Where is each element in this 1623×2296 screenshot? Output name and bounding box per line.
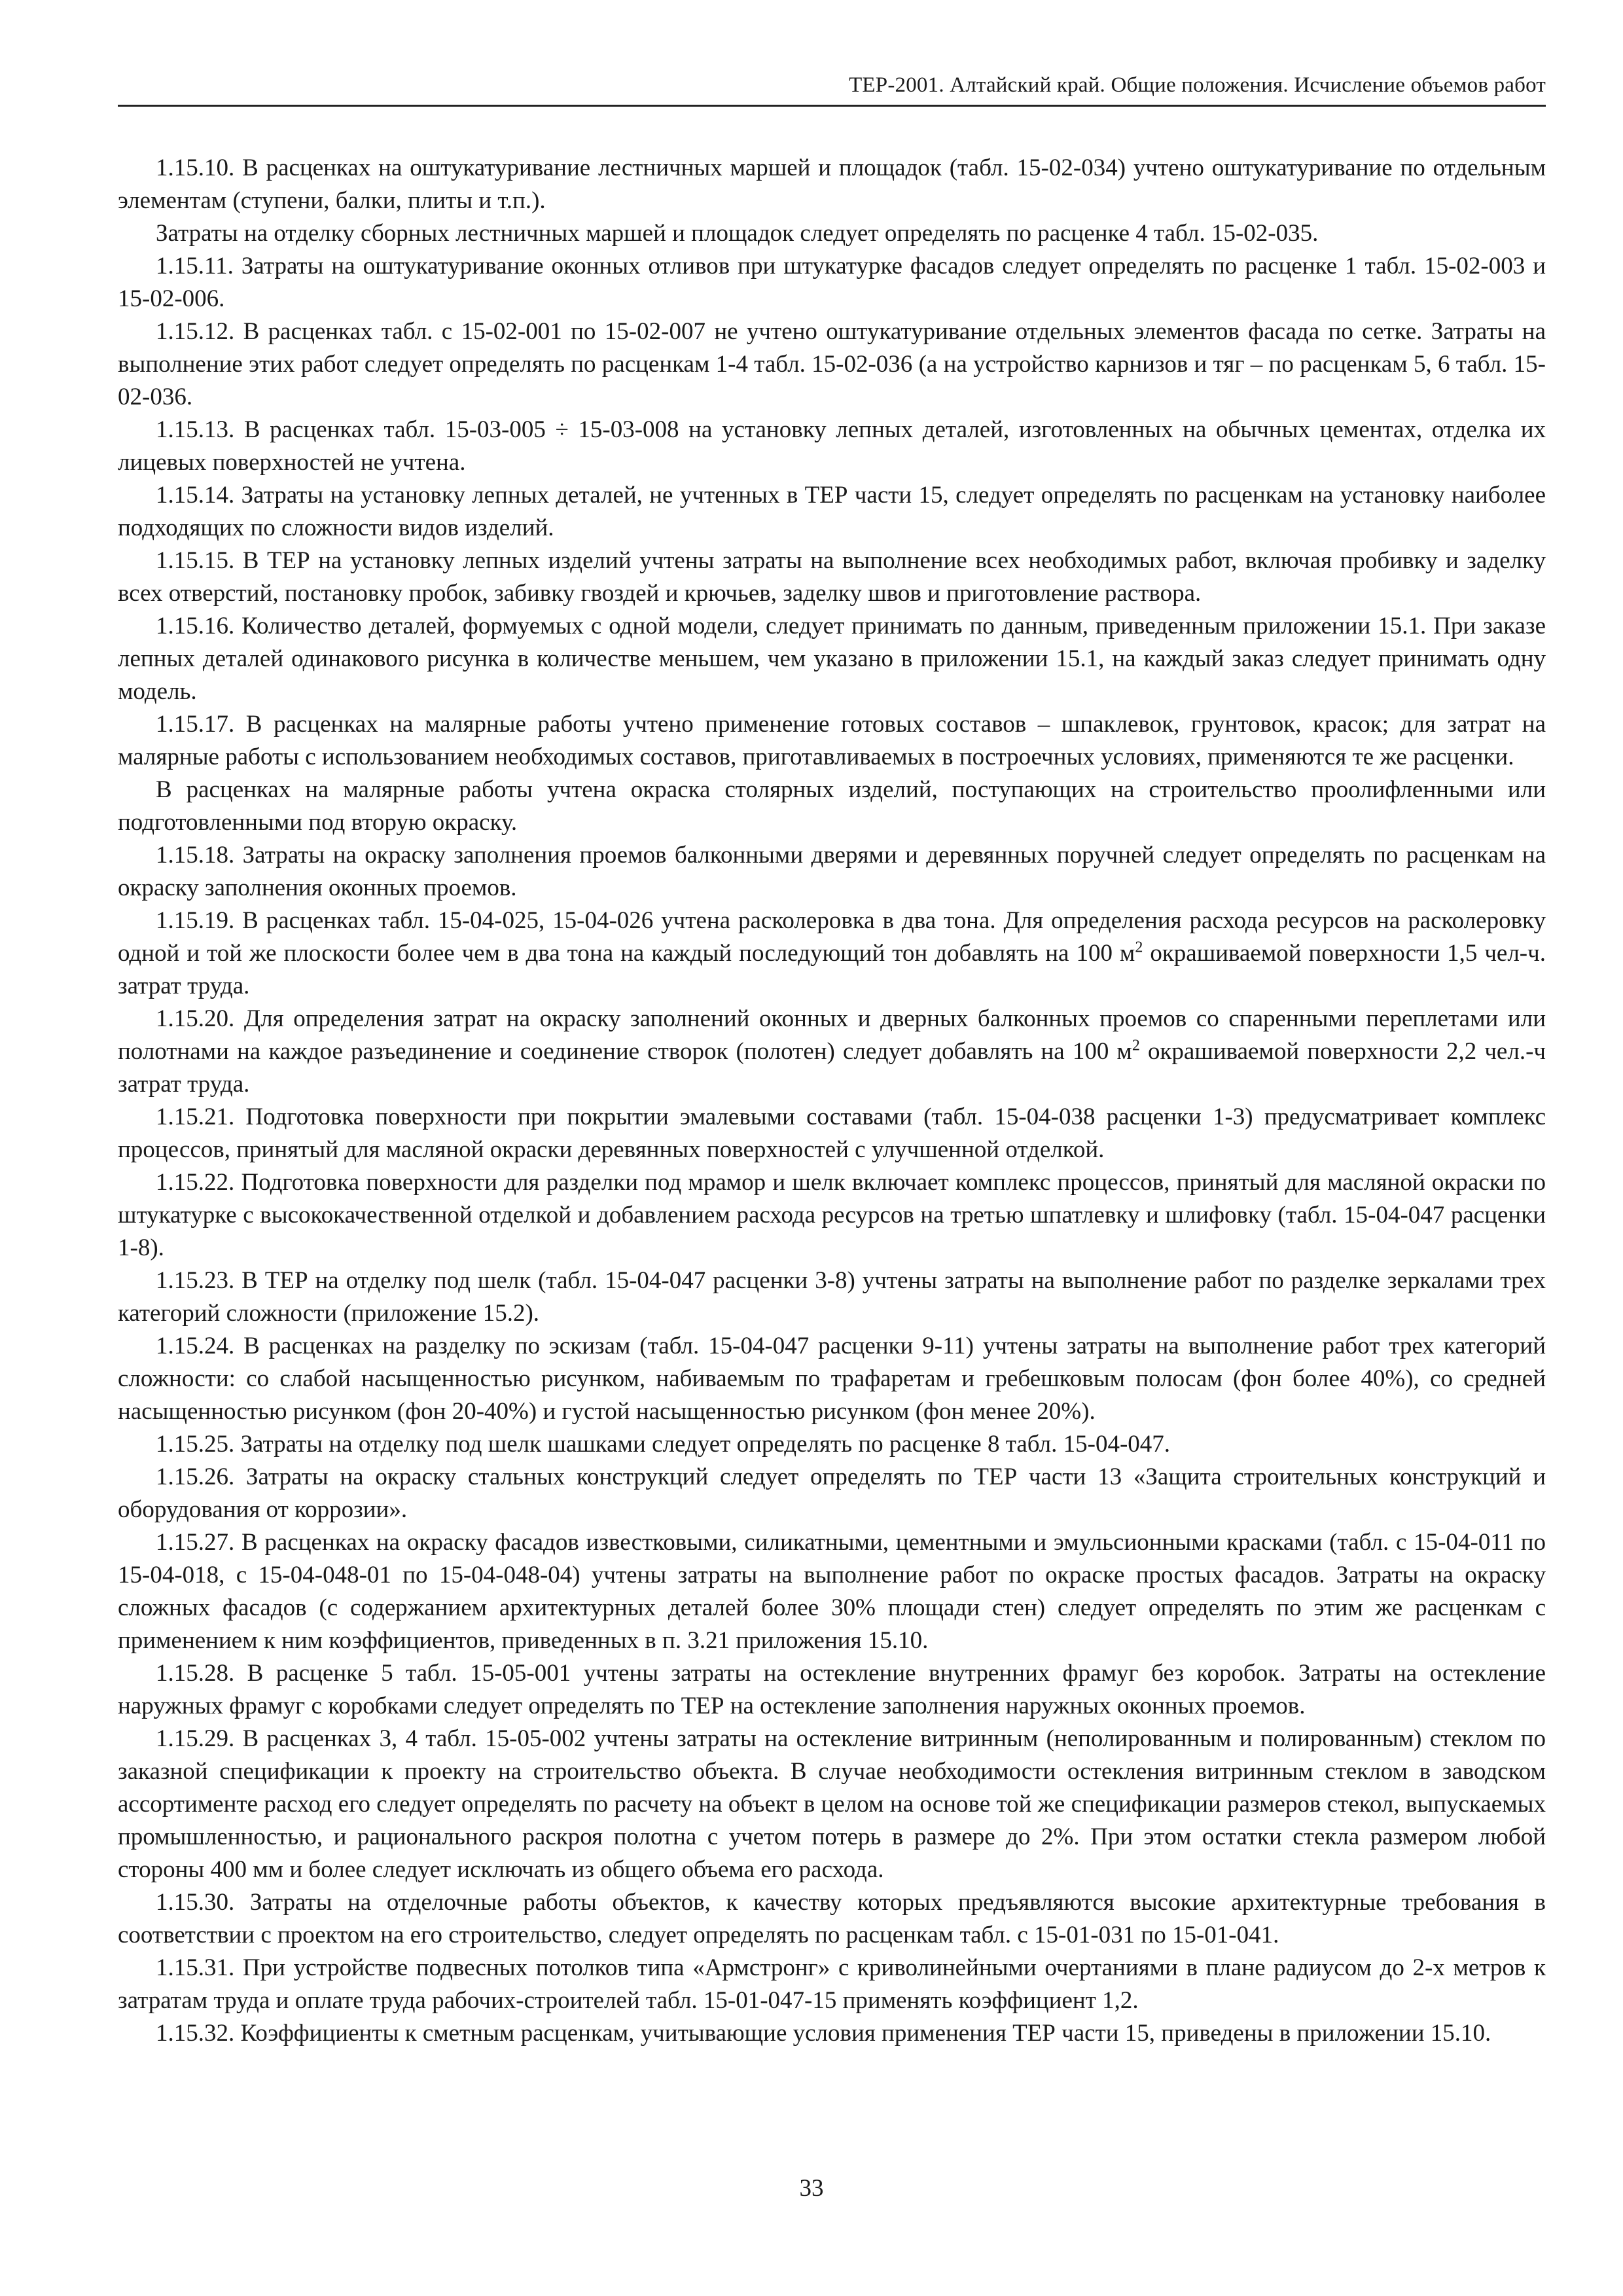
- paragraph-1-15-30: 1.15.30. Затраты на отделочные работы объектов, к качеству которых предъявляются высокие архитектурные требования в соответствии с проектом на его строительство, следует определять по расценкам табл. с 15-01-031 по 15-01-041.: [118, 1889, 1546, 1948]
- body-text: [118, 152, 1546, 2050]
- page-number: 33: [799, 2175, 824, 2202]
- paragraph-1-15-31: 1.15.31. При устройстве подвесных потолков типа «Армстронг» с криволинейными очертаниями в плане радиусом до 2-х метров к затратам труда и оплате труда рабочих-строителей табл. 15-01-047-15 применять коэффициент 1,2.: [118, 1954, 1546, 2014]
- paragraph-1-15-25: 1.15.25. Затраты на отделку под шелк шашками следует определять по расценке 8 табл. 15-04-047.: [156, 1431, 1171, 1458]
- paragraph-1-15-17: 1.15.17. В расценках на малярные работы учтено применение готовых составов – шпаклевок, грунтовок, красок; для затрат на малярные работы с использованием необходимых составов, приготавливаемых в построечных условиях, применяются те же расценки.: [118, 711, 1546, 770]
- paragraph-1-15-20: [118, 1003, 1546, 1101]
- paragraph-1-15-26: 1.15.26. Затраты на окраску стальных конструкций следует определять по ТЕР части 13 «Защита строительных конструкций и оборудования от коррозии».: [118, 1463, 1546, 1523]
- paragraph-1-15-14: 1.15.14. Затраты на установку лепных деталей, не учтенных в ТЕР части 15, следует определять по расценкам на установку наиболее подходящих по сложности видов изделий.: [118, 482, 1546, 541]
- paragraph-1-15-29: 1.15.29. В расценках 3, 4 табл. 15-05-002 учтены затраты на остекление витринным (неполированным и полированным) стеклом по заказной спецификации к проекту на строительство объекта. В случае необходимости остекления витринным стеклом в заводском ассортименте расход его следует определять по расчету на объект в целом на основе той же спецификации размеров стекол, выпускаемых промышленностью, и рационального раскроя полотна с учетом потерь в размере до 2%. При этом остатки стекла размером любой стороны 400 мм и более следует исключать из общего объема его расхода.: [118, 1725, 1546, 1883]
- paragraph-1-15-20-text-before: 1.15.20. Для определения затрат на окраску заполнений оконных и дверных балконных проемов со спаренными переплетами или полотнами на каждое разъединение и соединение створок (полотен) следует добавлять на 100 м: [118, 1005, 1546, 1065]
- running-header-title: ТЕР-2001. Алтайский край. Общие положения. Исчисление объемов работ: [849, 73, 1546, 97]
- paragraph-1-15-16: 1.15.16. Количество деталей, формуемых с одной модели, следует принимать по данным, приведенным приложении 15.1. При заказе лепных деталей одинакового рисунка в количестве меньшем, чем указано в приложении 15.1, на каждый заказ следует принимать одну модель.: [118, 613, 1546, 705]
- paragraph-joinery-painting: В расценках на малярные работы учтена окраска столярных изделий, поступающих на строительство проолифленными или подготовленными под вторую окраску.: [118, 776, 1546, 836]
- paragraph-1-15-13: 1.15.13. В расценках табл. 15-03-005 ÷ 15-03-008 на установку лепных деталей, изготовленных на обычных цементах, отделка их лицевых поверхностей не учтена.: [118, 416, 1546, 476]
- paragraph-1-15-12: 1.15.12. В расценках табл. с 15-02-001 по 15-02-007 не учтено оштукатуривание отдельных элементов фасада по сетке. Затраты на выполнение этих работ следует определять по расценкам 1-4 табл. 15-02-036 (а на устройство карнизов и тяг – по расценкам 5, 6 табл. 15-02-036.: [118, 318, 1546, 410]
- superscript-2: 2: [1135, 939, 1143, 956]
- paragraph-1-15-23: 1.15.23. В ТЕР на отделку под шелк (табл. 15-04-047 расценки 3-8) учтены затраты на выполнение работ по разделке зеркалами трех категорий сложности (приложение 15.2).: [118, 1267, 1546, 1327]
- paragraph-1-15-21: 1.15.21. Подготовка поверхности при покрытии эмалевыми составами (табл. 15-04-038 расценки 1-3) предусматривает комплекс процессов, принятый для масляной окраски деревянных поверхностей с улучшенной отделкой.: [118, 1103, 1546, 1163]
- paragraph-stair-finishing: Затраты на отделку сборных лестничных маршей и площадок следует определять по расценке 4 табл. 15-02-035.: [156, 220, 1319, 247]
- paragraph-1-15-19-text-after: окрашиваемой поверхности 1,5 чел-ч. затрат труда.: [118, 940, 1546, 999]
- paragraph-1-15-20-text-after: окрашиваемой поверхности 2,2 чел.-ч затрат труда.: [118, 1038, 1546, 1098]
- paragraph-1-15-28: 1.15.28. В расценке 5 табл. 15-05-001 учтены затраты на остекление внутренних фрамуг без коробок. Затраты на остекление наружных фрамуг с коробками следует определять по ТЕР на остекление заполнения наружных оконных проемов.: [118, 1660, 1546, 1719]
- running-header: [118, 65, 1546, 107]
- paragraph-1-15-27: 1.15.27. В расценках на окраску фасадов известковыми, силикатными, цементными и эмульсионными красками (табл. с 15-04-011 по 15-04-018, с 15-04-048-01 по 15-04-048-04) учтены затраты на выполнение работ по окраске простых фасадов. Затраты на окраску сложных фасадов (с содержанием архитектурных деталей более 30% площади стен) следует определять по этим же расценкам с применением к ним коэффициентов, приведенных в п. 3.21 приложения 15.10.: [118, 1529, 1546, 1654]
- paragraph-1-15-19: [118, 905, 1546, 1003]
- superscript-2: 2: [1132, 1037, 1140, 1054]
- paragraph-1-15-11: 1.15.11. Затраты на оштукатуривание оконных отливов при штукатурке фасадов следует определять по расценке 1 табл. 15-02-003 и 15-02-006.: [118, 253, 1546, 312]
- paragraph-1-15-24: 1.15.24. В расценках на разделку по эскизам (табл. 15-04-047 расценки 9-11) учтены затраты на выполнение работ трех категорий сложности: со слабой насыщенностью рисунком, набиваемым по трафаретам и гребешковым полосам (фон более 40%), со средней насыщенностью рисунком (фон 20-40%) и густой насыщенностью рисунком (фон менее 20%).: [118, 1333, 1546, 1425]
- paragraph-1-15-22: 1.15.22. Подготовка поверхности для разделки под мрамор и шелк включает комплекс процессов, принятый для масляной окраски по штукатурке с высококачественной отделкой и добавлением расхода ресурсов на третью шпатлевку и шлифовку (табл. 15-04-047 расценки 1-8).: [118, 1169, 1546, 1261]
- paragraph-1-15-10: 1.15.10. В расценках на оштукатуривание лестничных маршей и площадок (табл. 15-02-034) учтено оштукатуривание по отдельным элементам (ступени, балки, плиты и т.п.).: [118, 154, 1546, 214]
- paragraph-1-15-18: 1.15.18. Затраты на окраску заполнения проемов балконными дверями и деревянных поручней следует определять по расценкам на окраску заполнения оконных проемов.: [118, 842, 1546, 901]
- paragraph-1-15-32: 1.15.32. Коэффициенты к сметным расценкам, учитывающие условия применения ТЕР части 15, приведены в приложении 15.10.: [156, 2020, 1491, 2047]
- paragraph-1-15-19-text-before: 1.15.19. В расценках табл. 15-04-025, 15-04-026 учтена расколеровка в два тона. Для определения расхода ресурсов на расколеровку одной и той же плоскости более чем в два тона на каждый последующий тон добавлять на 100 м: [118, 907, 1546, 967]
- paragraph-1-15-15: 1.15.15. В ТЕР на установку лепных изделий учтены затраты на выполнение всех необходимых работ, включая пробивку и заделку всех отверстий, постановку пробок, забивку гвоздей и крючьев, заделку швов и приготовление раствора.: [118, 547, 1546, 607]
